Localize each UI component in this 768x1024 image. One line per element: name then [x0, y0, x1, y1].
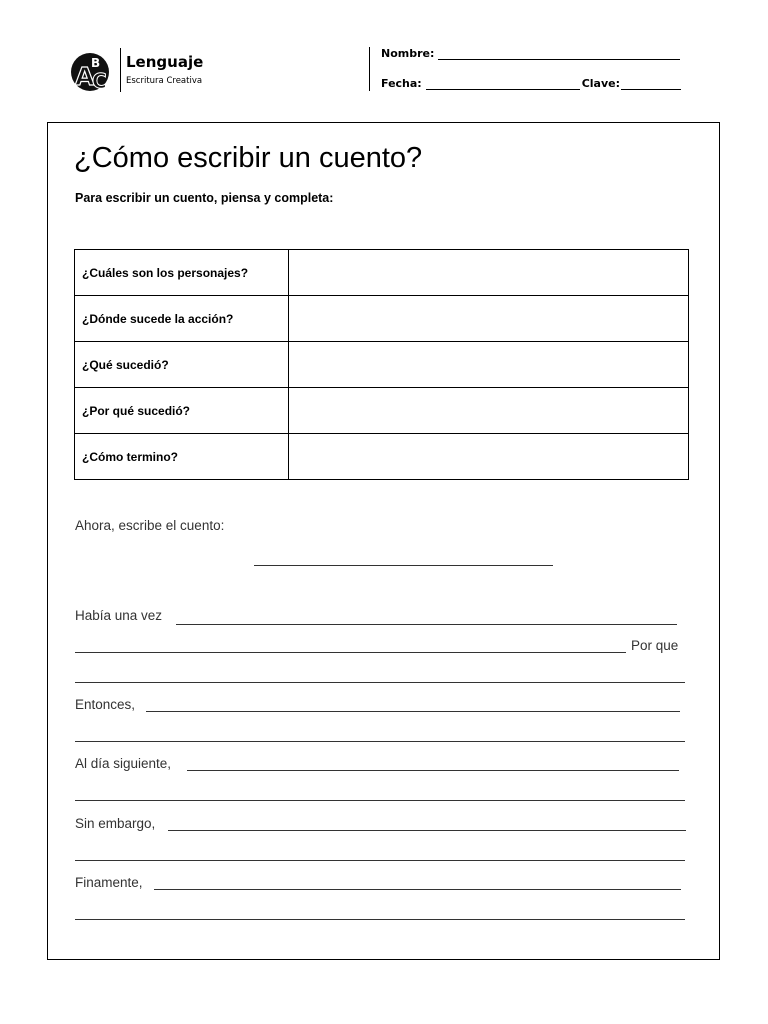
table-row [75, 342, 689, 388]
table-row [75, 296, 689, 342]
story-prompt-5: Sin embargo, [75, 816, 156, 831]
name-field[interactable] [438, 49, 680, 60]
key-label: Clave: [581, 77, 620, 90]
answer-cell[interactable] [289, 342, 689, 388]
header-divider [369, 47, 370, 91]
logo-divider [120, 48, 121, 92]
logo-letter-c: C [92, 69, 107, 93]
story-prompt-6: Finamente, [75, 875, 143, 890]
story-line[interactable] [75, 741, 685, 742]
story-line[interactable] [75, 682, 685, 683]
name-field-row [381, 47, 680, 60]
date-key-row [381, 77, 681, 90]
answer-cell[interactable] [289, 388, 689, 434]
story-prompt-1: Había una vez [75, 608, 163, 623]
answer-cell[interactable] [289, 434, 689, 480]
question-cell: ¿Por qué sucedió? [75, 388, 289, 434]
key-field[interactable] [621, 79, 681, 90]
question-cell: ¿Qué sucedió? [75, 342, 289, 388]
story-prompt-4: Al día siguiente, [75, 756, 172, 771]
logo-letter-b: B [91, 56, 101, 70]
abc-logo-icon [70, 50, 116, 94]
story-line[interactable] [176, 624, 677, 625]
table-row [75, 250, 689, 296]
worksheet-box [47, 122, 720, 960]
question-cell: ¿Dónde sucede la acción? [75, 296, 289, 342]
date-field[interactable] [426, 79, 580, 90]
questions-table [74, 249, 689, 480]
write-prompt: Ahora, escribe el cuento: [75, 518, 225, 533]
story-line[interactable] [187, 770, 679, 771]
brand-subtitle: Escritura Creativa [126, 76, 203, 86]
instruction: Para escribir un cuento, piensa y completa: [75, 191, 334, 205]
page-title: ¿Cómo escribir un cuento? [74, 142, 423, 174]
table-row [75, 434, 689, 480]
brand-title: Lenguaje [126, 53, 204, 71]
story-prompt-3: Entonces, [75, 697, 136, 712]
answer-cell[interactable] [289, 250, 689, 296]
logo-letter-a: A [75, 62, 95, 91]
date-label: Fecha: [381, 77, 422, 90]
story-line[interactable] [75, 919, 685, 920]
story-line[interactable] [168, 830, 686, 831]
story-line[interactable] [75, 860, 685, 861]
story-line[interactable] [75, 800, 685, 801]
question-cell: ¿Cuáles son los personajes? [75, 250, 289, 296]
name-label: Nombre: [381, 47, 435, 60]
table-row [75, 388, 689, 434]
question-cell: ¿Cómo termino? [75, 434, 289, 480]
story-title-line[interactable] [254, 565, 553, 566]
story-prompt-2: Por que [631, 638, 679, 653]
story-line[interactable] [146, 711, 680, 712]
story-line[interactable] [154, 889, 681, 890]
answer-cell[interactable] [289, 296, 689, 342]
story-line[interactable] [75, 652, 626, 653]
